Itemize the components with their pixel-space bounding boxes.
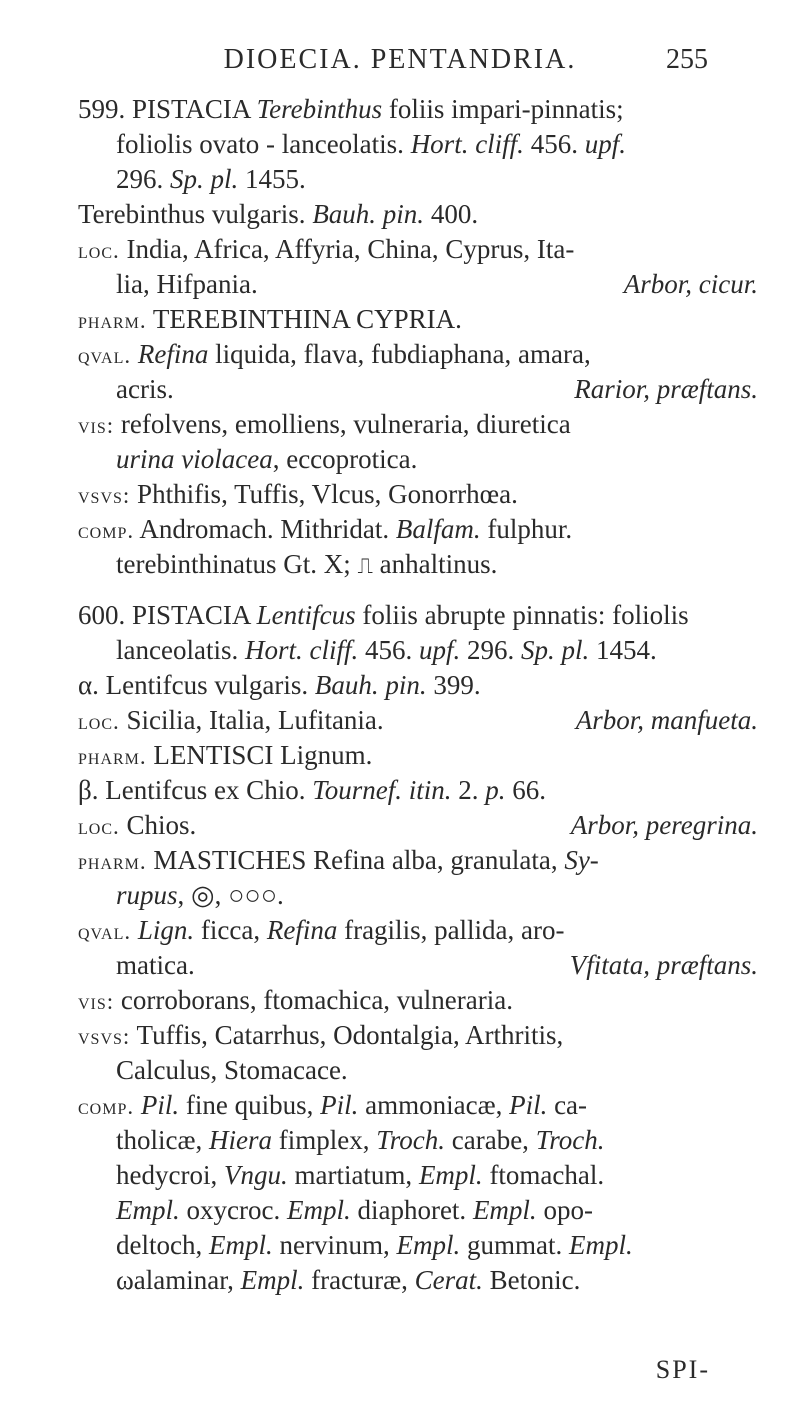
text-line: loc. Chios. Arbor, peregrina.	[78, 810, 758, 840]
pharm-label: pharm.	[78, 744, 147, 769]
entry-600	[78, 598, 758, 1298]
text-line: acris. Rarior, præftans.	[116, 374, 758, 404]
catchword: SPI-	[655, 1355, 710, 1384]
text-line: rupus, ◎, ○○○.	[116, 880, 284, 910]
text-line: tholicæ, Hiera fimplex, Troch. carabe, Troch.	[116, 1125, 605, 1155]
text-line: vis: corroborans, ftomachica, vulneraria.	[78, 985, 513, 1015]
pharm-label: pharm.	[78, 308, 147, 333]
text-line: comp. Pil. fine quibus, Pil. ammoniacæ, Pil. ca-	[78, 1090, 588, 1120]
pharm-label: pharm.	[78, 849, 147, 874]
text-line: vis: refolvens, emolliens, vulneraria, diuretica	[78, 409, 571, 439]
text-line: 599. PISTACIA Terebinthus foliis impari-pinnatis;	[78, 94, 624, 124]
loc-label: loc.	[78, 709, 120, 734]
qual-label: qval.	[78, 343, 132, 368]
page-number: 255	[666, 44, 708, 75]
text-line: lia, Hifpania. Arbor, cicur.	[116, 269, 758, 299]
text-line: β. Lentifcus ex Chio. Tournef. itin. 2. p. 66.	[78, 775, 546, 805]
text-line: matica. Vfitata, præftans.	[116, 950, 758, 980]
text-line: terebinthinatus Gt. X; ⎍ anhaltinus.	[116, 549, 498, 579]
text-line: Empl. oxycroc. Empl. diaphoret. Empl. opo-	[116, 1195, 593, 1225]
comp-label: comp.	[78, 1094, 135, 1119]
text-line: Terebinthus vulgaris. Bauh. pin. 400.	[78, 199, 479, 229]
text-line: vsvs: Phthifis, Tuffis, Vlcus, Gonorrhœa.	[78, 479, 518, 509]
text-line: ωalaminar, Empl. fracturæ, Cerat. Betonic.	[116, 1265, 581, 1295]
vis-label: vis:	[78, 413, 115, 438]
text-line: α. Lentifcus vulgaris. Bauh. pin. 399.	[78, 670, 481, 700]
text-line: vsvs: Tuffis, Catarrhus, Odontalgia, Arthritis,	[78, 1020, 564, 1050]
text-line: urina violacea, eccoprotica.	[116, 444, 418, 474]
text-line: foliolis ovato - lanceolatis. Hort. cliff. 456. upf.	[116, 129, 626, 159]
text-line: lanceolatis. Hort. cliff. 456. upf. 296. Sp. pl. 1454.	[116, 635, 657, 665]
text-line: qval. Lign. ficca, Refina fragilis, pallida, aro-	[78, 915, 565, 945]
text-line: 600. PISTACIA Lentifcus foliis abrupte pinnatis: foliolis	[78, 600, 689, 630]
text-line: loc. India, Africa, Affyria, China, Cyprus, Ita-	[78, 234, 575, 264]
text-line: Calculus, Stomacace.	[116, 1055, 348, 1085]
text-line: pharm. TEREBINTHINA CYPRIA.	[78, 304, 462, 334]
text-line: hedycroi, Vngu. martiatum, Empl. ftomachal.	[116, 1160, 605, 1190]
pharmacy-symbol-icon: ⎍	[357, 553, 373, 578]
text-line: pharm. MASTICHES Refina alba, granulata, Sy-	[78, 845, 599, 875]
text-line: pharm. LENTISCI Lignum.	[78, 740, 373, 770]
text-line: 296. Sp. pl. 1455.	[116, 164, 306, 194]
usus-label: vsvs:	[78, 1024, 131, 1049]
running-head: DIOECIA. PENTANDRIA.	[223, 44, 577, 75]
page-header	[0, 42, 800, 82]
entry-separator	[78, 582, 758, 598]
loc-label: loc.	[78, 238, 120, 263]
text-line: comp. Andromach. Mithridat. Balfam. fulphur.	[78, 514, 573, 544]
entry-599	[78, 92, 758, 582]
pharmacy-symbols: , ◎, ○○○.	[177, 880, 284, 910]
qual-label: qval.	[78, 919, 132, 944]
comp-label: comp.	[78, 518, 135, 543]
text-line: qval. Refina liquida, flava, fubdiaphana, amara,	[78, 339, 591, 369]
text-line: loc. Sicilia, Italia, Lufitania. Arbor, manfueta.	[78, 705, 758, 735]
usus-label: vsvs:	[78, 483, 131, 508]
text-line: deltoch, Empl. nervinum, Empl. gummat. Empl.	[116, 1230, 633, 1260]
vis-label: vis:	[78, 989, 115, 1014]
loc-label: loc.	[78, 814, 120, 839]
text-body	[78, 92, 758, 1298]
